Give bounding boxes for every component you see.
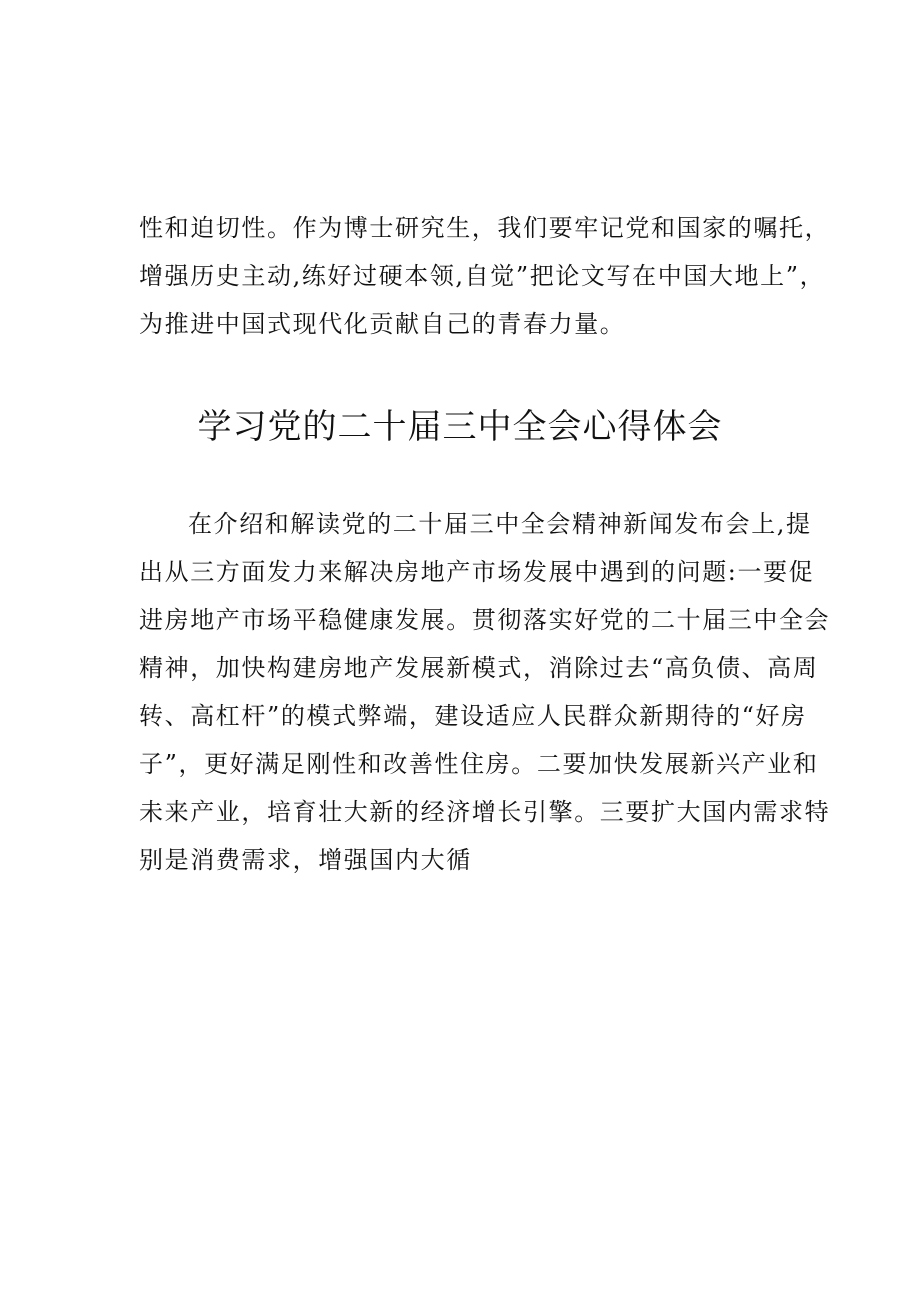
paragraph-line: 出从三方面发力来解决房地产市场发展中遇到的问题:一要促 <box>139 558 815 586</box>
previous-section-paragraph <box>139 204 831 348</box>
article-paragraph <box>139 500 831 884</box>
paragraph-line: 增强历史主动,练好过硬本领,自觉”把论文写在中国大地上”， <box>139 262 826 290</box>
paragraph-line: 别是消费需求，增强国内大循 <box>139 846 472 874</box>
paragraph-line: 精神，加快构建房地产发展新模式，消除过去“高负债、高周 <box>139 654 819 682</box>
paragraph-line: 进房地产市场平稳健康发展。贯彻落实好党的二十届三中全会 <box>139 606 831 634</box>
paragraph-line: 在介绍和解读党的二十届三中全会精神新闻发布会上,提 <box>188 510 812 538</box>
paragraph-line: 性和迫切性。作为博士研究生，我们要牢记党和国家的嘱托， <box>139 214 831 242</box>
paragraph-line: 转、高杠杆”的模式弊端，建设适应人民群众新期待的“好房 <box>139 702 807 730</box>
paragraph-line: 未来产业，培育壮大新的经济增长引擎。三要扩大国内需求特 <box>139 798 831 826</box>
paragraph-line: 子”，更好满足刚性和改善性住房。二要加快发展新兴产业和 <box>139 750 819 778</box>
paragraph-line: 为推进中国式现代化贡献自己的青春力量。 <box>139 310 626 338</box>
article-title: 学习党的二十届三中全会心得体会 <box>197 407 723 447</box>
